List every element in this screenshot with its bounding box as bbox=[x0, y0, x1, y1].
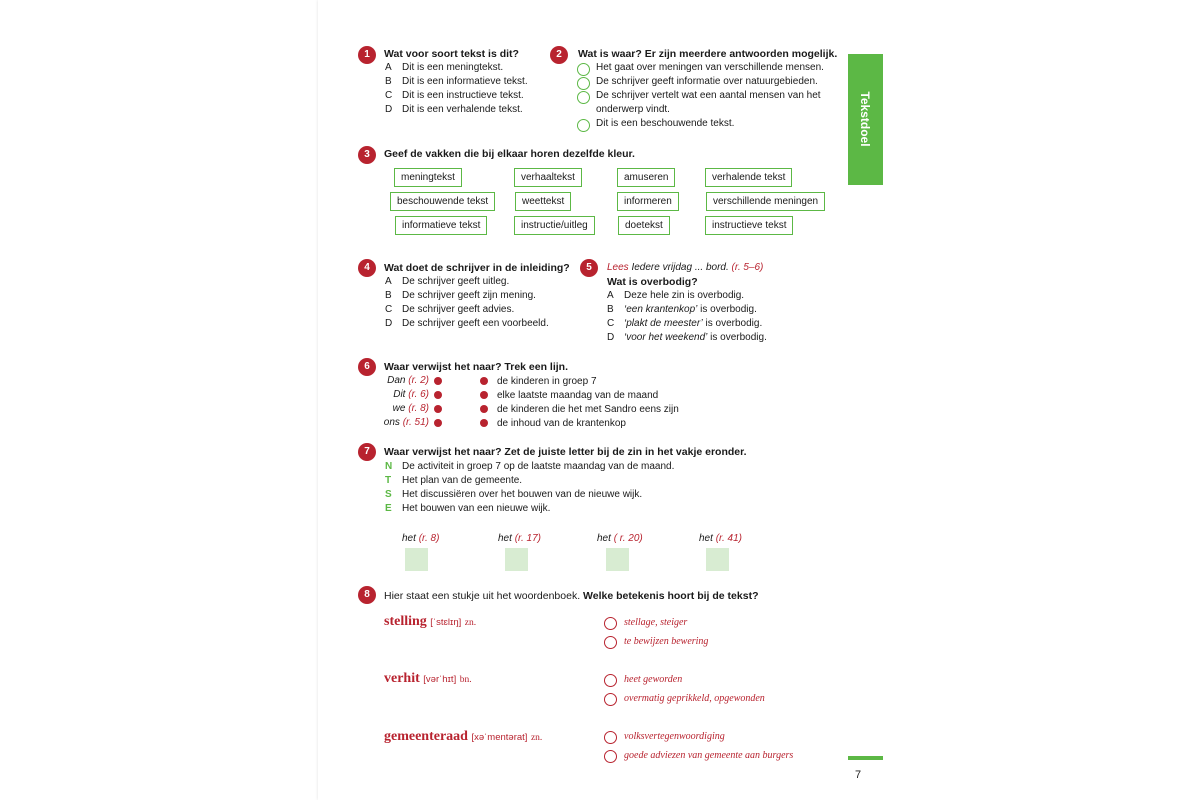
question-number: 4 bbox=[358, 259, 376, 277]
answer-checkbox[interactable] bbox=[577, 77, 590, 90]
answer-box[interactable] bbox=[405, 548, 428, 571]
match-target: de inhoud van de krantenkop bbox=[497, 418, 626, 429]
word-box[interactable]: weettekst bbox=[515, 192, 571, 211]
meaning-option: volksvertegenwoordiging bbox=[624, 731, 725, 742]
reference-label: het (r. 8) bbox=[402, 533, 440, 544]
page-number: 7 bbox=[855, 769, 862, 781]
letter-option: E Het bouwen van een nieuwe wijk. bbox=[385, 503, 551, 514]
answer-checkbox[interactable] bbox=[577, 119, 590, 132]
option-text: Het gaat over meningen van verschillende mensen. bbox=[596, 62, 824, 73]
meaning-option: te bewijzen bewering bbox=[624, 636, 709, 647]
reference-word: Dit (r. 6) bbox=[393, 389, 429, 400]
letter-option: T Het plan van de gemeente. bbox=[385, 475, 523, 486]
connect-dot[interactable] bbox=[480, 391, 488, 399]
section-tab bbox=[848, 54, 883, 185]
match-target: de kinderen die het met Sandro eens zijn bbox=[497, 404, 679, 415]
option-text: onderwerp vindt. bbox=[596, 104, 670, 115]
connect-dot[interactable] bbox=[480, 405, 488, 413]
connect-dot[interactable] bbox=[480, 419, 488, 427]
answer-radio[interactable] bbox=[604, 693, 617, 706]
letter-option: N De activiteit in groep 7 op de laatste maandag van de maand. bbox=[385, 461, 675, 472]
reference-word: we (r. 8) bbox=[392, 403, 429, 414]
word-box[interactable]: doetekst bbox=[618, 216, 670, 235]
meaning-option: heet geworden bbox=[624, 674, 683, 685]
question-intro: Lees Iedere vrijdag ... bord. (r. 5–6) bbox=[607, 262, 764, 273]
option-c[interactable]: C Dit is een instructieve tekst. bbox=[385, 90, 524, 101]
connect-dot[interactable] bbox=[434, 405, 442, 413]
question-number: 3 bbox=[358, 146, 376, 164]
option-d[interactable]: D De schrijver geeft een voorbeeld. bbox=[385, 318, 549, 329]
option-text: De schrijver geeft informatie over natuurgebieden. bbox=[596, 76, 818, 87]
word-box[interactable]: beschouwende tekst bbox=[390, 192, 495, 211]
option-b[interactable]: B ‘een krantenkop’ is overbodig. bbox=[607, 304, 757, 315]
option-a[interactable]: A Dit is een meningtekst. bbox=[385, 62, 504, 73]
word-box[interactable]: instructieve tekst bbox=[705, 216, 793, 235]
option-text: De schrijver vertelt wat een aantal mensen van het bbox=[596, 90, 821, 101]
word-box[interactable]: amuseren bbox=[617, 168, 675, 187]
answer-box[interactable] bbox=[505, 548, 528, 571]
answer-checkbox[interactable] bbox=[577, 91, 590, 104]
word-box[interactable]: instructie/uitleg bbox=[514, 216, 595, 235]
question-title: Wat is overbodig? bbox=[607, 276, 698, 288]
question-title: Waar verwijst het naar? Trek een lijn. bbox=[384, 361, 569, 373]
question-title: Wat doet de schrijver in de inleiding? bbox=[384, 262, 570, 274]
option-a[interactable]: A Deze hele zin is overbodig. bbox=[607, 290, 745, 301]
connect-dot[interactable] bbox=[434, 419, 442, 427]
reference-label: het ( r. 20) bbox=[597, 533, 643, 544]
dictionary-entry: gemeenteraad [xəˈmentərat] zn. bbox=[384, 729, 543, 744]
word-box[interactable]: verhaaltekst bbox=[514, 168, 582, 187]
word-box[interactable]: meningtekst bbox=[394, 168, 462, 187]
reference-word: Dan (r. 2) bbox=[387, 375, 429, 386]
word-box[interactable]: verschillende meningen bbox=[706, 192, 825, 211]
section-tab-label: Tekstdoel bbox=[858, 91, 872, 147]
answer-radio[interactable] bbox=[604, 617, 617, 630]
word-box[interactable]: verhalende tekst bbox=[705, 168, 792, 187]
question-title: Wat voor soort tekst is dit? bbox=[384, 48, 519, 60]
reference-label: het (r. 41) bbox=[699, 533, 742, 544]
meaning-option: overmatig geprikkeld, opgewonden bbox=[624, 693, 765, 704]
question-title: Wat is waar? Er zijn meerdere antwoorden mogelijk. bbox=[578, 48, 838, 60]
question-title: Geef de vakken die bij elkaar horen dezelfde kleur. bbox=[384, 148, 635, 160]
question-number: 8 bbox=[358, 586, 376, 604]
meaning-option: stellage, steiger bbox=[624, 617, 688, 628]
question-number: 2 bbox=[550, 46, 568, 64]
dictionary-entry: verhit [vərˈhɪt] bn. bbox=[384, 671, 472, 686]
question-number: 6 bbox=[358, 358, 376, 376]
connect-dot[interactable] bbox=[434, 391, 442, 399]
question-number: 7 bbox=[358, 443, 376, 461]
match-target: de kinderen in groep 7 bbox=[497, 376, 597, 387]
page-footer-bar bbox=[848, 756, 883, 760]
question-title: Hier staat een stukje uit het woordenboek. Welke betekenis hoort bij de tekst? bbox=[384, 590, 759, 602]
answer-radio[interactable] bbox=[604, 674, 617, 687]
match-target: elke laatste maandag van de maand bbox=[497, 390, 659, 401]
question-number: 1 bbox=[358, 46, 376, 64]
dictionary-entry: stelling [ˈstɛlɪŋ] zn. bbox=[384, 614, 477, 629]
answer-radio[interactable] bbox=[604, 750, 617, 763]
option-b[interactable]: B Dit is een informatieve tekst. bbox=[385, 76, 528, 87]
answer-radio[interactable] bbox=[604, 636, 617, 649]
option-d[interactable]: D ‘voor het weekend’ is overbodig. bbox=[607, 332, 767, 343]
option-d[interactable]: D Dit is een verhalende tekst. bbox=[385, 104, 523, 115]
answer-checkbox[interactable] bbox=[577, 63, 590, 76]
meaning-option: goede adviezen van gemeente aan burgers bbox=[624, 750, 794, 761]
option-text: Dit is een beschouwende tekst. bbox=[596, 118, 735, 129]
option-c[interactable]: C ‘plakt de meester’ is overbodig. bbox=[607, 318, 763, 329]
letter-option: S Het discussiëren over het bouwen van de nieuwe wijk. bbox=[385, 489, 643, 500]
answer-box[interactable] bbox=[706, 548, 729, 571]
option-c[interactable]: C De schrijver geeft advies. bbox=[385, 304, 515, 315]
reference-word: ons (r. 51) bbox=[383, 417, 429, 428]
reference-label: het (r. 17) bbox=[498, 533, 541, 544]
question-title: Waar verwijst het naar? Zet de juiste letter bij de zin in het vakje eronder. bbox=[384, 446, 747, 458]
option-b[interactable]: B De schrijver geeft zijn mening. bbox=[385, 290, 536, 301]
connect-dot[interactable] bbox=[434, 377, 442, 385]
option-a[interactable]: A De schrijver geeft uitleg. bbox=[385, 276, 510, 287]
question-number: 5 bbox=[580, 259, 598, 277]
word-box[interactable]: informeren bbox=[617, 192, 679, 211]
connect-dot[interactable] bbox=[480, 377, 488, 385]
answer-box[interactable] bbox=[606, 548, 629, 571]
facing-page bbox=[848, 0, 1200, 800]
word-box[interactable]: informatieve tekst bbox=[395, 216, 487, 235]
answer-radio[interactable] bbox=[604, 731, 617, 744]
